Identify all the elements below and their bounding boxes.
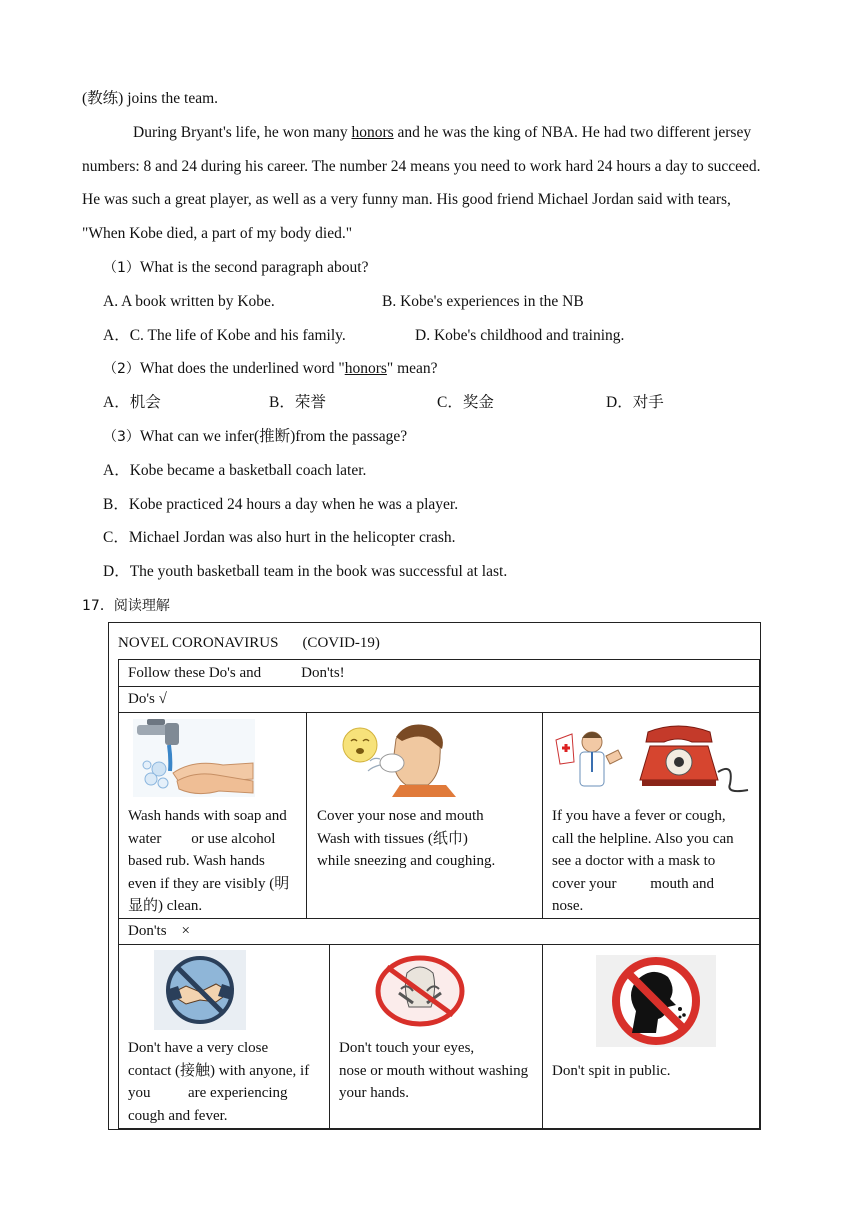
underlined-word-honors: honors bbox=[351, 124, 394, 141]
q3-option-b[interactable]: B．Kobe practiced 24 hours a day when he was a player. bbox=[103, 496, 459, 513]
donts-3-line: Don't spit in public. bbox=[552, 1063, 671, 1079]
question-text: What can we infer(推断)from the passage? bbox=[139, 428, 408, 445]
poster-title bbox=[118, 633, 380, 653]
no-face-touching-icon bbox=[373, 953, 467, 1027]
q2-option-d[interactable]: D．对手 bbox=[606, 394, 664, 411]
donts-1-line: cough and fever. bbox=[128, 1107, 228, 1124]
dos-1-text bbox=[128, 805, 289, 918]
passage-line-5: "When Kobe died, a part of my body died." bbox=[82, 225, 353, 242]
q1-option-b[interactable]: B. Kobe's experiences in the NB bbox=[382, 293, 584, 310]
question-text: What does the underlined word " bbox=[139, 360, 345, 377]
passage-line-3: numbers: 8 and 24 during his career. The number 24 means you need to work hard 24 hours a day to succeed. bbox=[82, 158, 761, 175]
dos-1-line: Wash hands with soap and bbox=[128, 808, 287, 824]
dos-2-line: while sneezing and coughing. bbox=[317, 853, 496, 870]
dos-1-line: based rub. Wash hands bbox=[128, 853, 265, 870]
dos-header-row bbox=[118, 686, 760, 713]
doctor-and-telephone-icon bbox=[552, 722, 752, 794]
underlined-word-honors: honors bbox=[344, 360, 387, 377]
donts-2-line: your hands. bbox=[339, 1085, 409, 1102]
passage-text: and he was the king of NBA. He had two different jersey bbox=[393, 124, 752, 141]
dos-2-text bbox=[317, 805, 495, 873]
no-handshake-icon bbox=[154, 950, 246, 1030]
donts-3-text bbox=[552, 1060, 671, 1083]
donts-2-line: Don't touch your eyes, bbox=[339, 1040, 475, 1056]
question-text: What is the second paragraph about? bbox=[139, 259, 369, 276]
dos-3-text bbox=[552, 805, 734, 918]
follow-text-a: Follow these Do's and bbox=[128, 665, 262, 681]
passage-line-4: He was such a great player, as well as a very funny man. His good friend Michael Jordan said with tears, bbox=[82, 191, 731, 208]
q1-option-d[interactable]: D. Kobe's childhood and training. bbox=[415, 327, 625, 344]
follow-text-b: Don'ts! bbox=[301, 665, 345, 681]
donts-1-line: contact (接触) with anyone, if bbox=[128, 1062, 310, 1079]
dos-3-line: If you have a fever or cough, bbox=[552, 808, 726, 824]
question-1 bbox=[103, 258, 368, 278]
dos-3-line: see a doctor with a mask to bbox=[552, 853, 716, 870]
question-3 bbox=[103, 427, 407, 447]
question-number: （3） bbox=[103, 429, 140, 445]
donts-1-line: Don't have a very close bbox=[128, 1040, 269, 1056]
no-spitting-icon bbox=[596, 955, 716, 1047]
donts-2-line: nose or mouth without washing bbox=[339, 1062, 529, 1079]
dos-2-line: Cover your nose and mouth bbox=[317, 808, 484, 824]
question-text: " mean? bbox=[386, 360, 438, 377]
dos-3-line: cover your mouth and bbox=[552, 875, 715, 892]
q2-option-c[interactable]: C．奖金 bbox=[437, 394, 494, 411]
question-number: （2） bbox=[103, 361, 140, 377]
passage-paragraph-2-start bbox=[133, 123, 751, 143]
dos-3-line: call the helpline. Also you can bbox=[552, 830, 734, 847]
poster-title-sub: (COVID-19) bbox=[302, 635, 380, 651]
passage-line-1: (教练) joins the team. bbox=[82, 90, 219, 107]
q2-option-a[interactable]: A．机会 bbox=[103, 394, 161, 411]
dos-1-line: water or use alcohol bbox=[128, 830, 276, 847]
donts-1-line: you are experiencing bbox=[128, 1085, 288, 1102]
donts-header: Don'ts × bbox=[128, 923, 190, 939]
sneezing-man-icon bbox=[336, 719, 456, 797]
q3-option-c[interactable]: C．Michael Jordan was also hurt in the helicopter crash. bbox=[103, 529, 456, 546]
poster-title-main: NOVEL CORONAVIRUS bbox=[118, 635, 279, 651]
dos-header: Do's √ bbox=[128, 691, 167, 707]
dos-2-line: Wash with tissues (纸巾) bbox=[317, 830, 468, 847]
q3-option-d[interactable]: D．The youth basketball team in the book was successful at last. bbox=[103, 563, 508, 580]
q1-option-c[interactable]: A．C. The life of Kobe and his family. bbox=[103, 327, 346, 344]
passage-text: During Bryant's life, he won many bbox=[133, 124, 352, 141]
q2-option-b[interactable]: B．荣誉 bbox=[269, 394, 326, 411]
question-number: （1） bbox=[103, 260, 140, 276]
donts-header-row bbox=[118, 918, 760, 945]
q1-option-a[interactable]: A. A book written by Kobe. bbox=[103, 293, 275, 310]
dos-3-line: nose. bbox=[552, 898, 584, 915]
donts-2-text bbox=[339, 1037, 528, 1105]
q3-option-a[interactable]: A．Kobe became a basketball coach later. bbox=[103, 462, 367, 479]
question-17-label: 17．阅读理解 bbox=[82, 598, 170, 614]
donts-1-text bbox=[128, 1037, 309, 1127]
dos-1-line: 显的) clean. bbox=[128, 898, 203, 915]
hand-washing-icon bbox=[133, 719, 255, 797]
question-2 bbox=[103, 359, 438, 379]
follow-text bbox=[128, 663, 345, 683]
dos-1-line: even if they are visibly (明 bbox=[128, 875, 290, 892]
